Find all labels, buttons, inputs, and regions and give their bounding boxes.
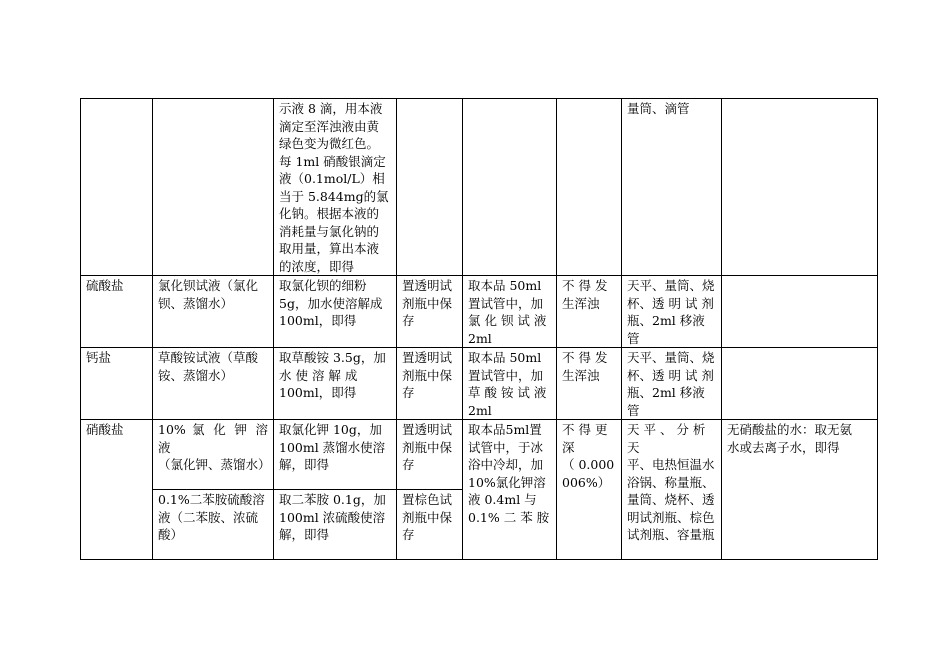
item-cell: 硝酸盐 (81, 420, 153, 560)
item-cell (81, 99, 153, 276)
reagent-table (80, 98, 878, 560)
note-cell (722, 348, 878, 420)
storage-cell: 置棕色试 剂瓶中保 存 (397, 490, 463, 560)
table-row (81, 420, 878, 490)
apparatus-cell: 天平、量筒、烧 杯、透 明 试 剂 瓶、2ml 移液管 (622, 348, 722, 420)
prep-cell: 取氯化钡的细粉 5g，加水使溶解成 100ml，即得 (274, 276, 397, 348)
prep-cell: 取氯化钾 10g，加 100ml 蒸馏水使溶 解，即得 (274, 420, 397, 490)
prep-cell: 取草酸铵 3.5g，加 水 使 溶 解 成 100ml，即得 (274, 348, 397, 420)
apparatus-cell: 天平、量筒、烧 杯、透 明 试 剂 瓶、2ml 移液管 (622, 276, 722, 348)
method-cell: 取本品 50ml 置试管中，加 草 酸 铵 试 液 2ml (463, 348, 557, 420)
note-cell (722, 99, 878, 276)
table-row (81, 276, 878, 348)
prep-cell: 取二苯胺 0.1g，加 100ml 浓硫酸使溶 解，即得 (274, 490, 397, 560)
apparatus-cell: 天 平 、 分 析 天 平、电热恒温水 浴锅、称量瓶、 量筒、烧杯、透 明试剂瓶、棕色 试剂瓶、容量瓶 (622, 420, 722, 560)
storage-cell: 置透明试 剂瓶中保 存 (397, 348, 463, 420)
table-row (81, 348, 878, 420)
note-cell: 无硝酸盐的水：取无氨 水或去离子水，即得 (722, 420, 878, 560)
method-cell (463, 99, 557, 276)
apparatus-cell: 量筒、滴管 (622, 99, 722, 276)
table-row (81, 99, 878, 276)
limit-cell (557, 99, 622, 276)
reagent-cell: 0.1%二苯胺硫酸溶 液（二苯胺、浓硫 酸） (153, 490, 274, 560)
storage-cell (397, 99, 463, 276)
method-cell: 取本品 50ml 置试管中，加 氯 化 钡 试 液 2ml (463, 276, 557, 348)
limit-cell: 不 得 发 生浑浊 (557, 276, 622, 348)
method-cell: 取本品5ml置 试管中，于冰 浴中冷却，加 10%氯化钾溶 液 0.4ml 与 0.1% 二 苯 胺 (463, 420, 557, 560)
item-cell: 钙盐 (81, 348, 153, 420)
storage-cell: 置透明试 剂瓶中保 存 (397, 276, 463, 348)
storage-cell: 置透明试 剂瓶中保 存 (397, 420, 463, 490)
prep-cell: 示液 8 滴，用本液 滴定至浑浊液由黄 绿色变为微红色。 每 1ml 硝酸银滴定 液（0.1mol/L）相 当于 5.844mg的氯 化钠。根据本液的 消耗量与氯化钠的 取用量，算出本液 的浓度，即得 (274, 99, 397, 276)
reagent-cell: 氯化钡试液（氯化 钡、蒸馏水） (153, 276, 274, 348)
limit-cell: 不 得 发 生浑浊 (557, 348, 622, 420)
note-cell (722, 276, 878, 348)
item-cell: 硫酸盐 (81, 276, 153, 348)
limit-cell: 不 得 更 深 （ 0.000 006%） (557, 420, 622, 560)
reagent-cell (153, 99, 274, 276)
reagent-cell: 草酸铵试液（草酸 铵、蒸馏水） (153, 348, 274, 420)
reagent-cell: 10% 氯 化 钾 溶 液 （氯化钾、蒸馏水） (153, 420, 274, 490)
